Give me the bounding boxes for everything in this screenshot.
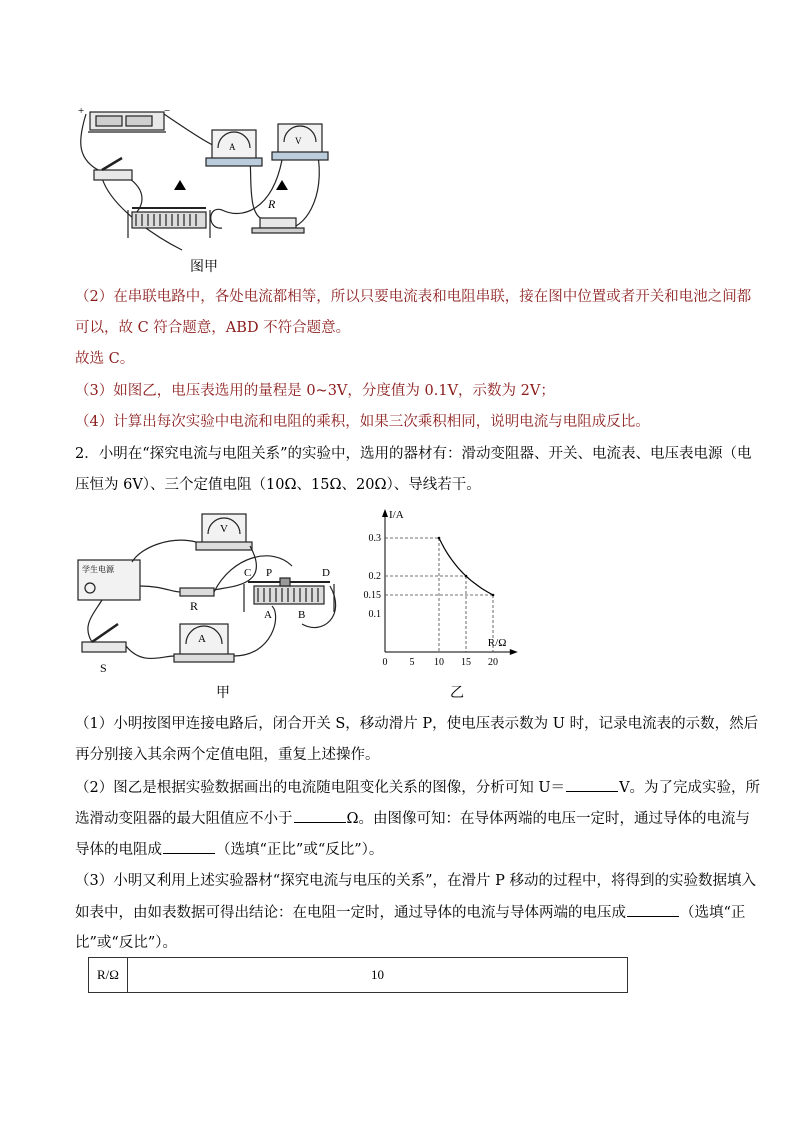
analysis-p4: （4）计算出每次实验中电流和电阻的乘积，如果三次乘积相同，说明电流与电阻成反比。 [75, 414, 650, 430]
voltage-answer-blank[interactable] [566, 777, 618, 792]
switch-s-label: S [100, 661, 107, 675]
q3-text-a: 如表中，由如表数据可得出结论：在电阻一定时，通过导体的电流与导体两端的电压成 [75, 905, 626, 921]
x-tick-label: 15 [461, 657, 471, 668]
analysis-p2-line2: 可以，故 C 符合题意，ABD 不符合题意。 [75, 320, 351, 336]
figure-caption-right: 乙 [450, 685, 464, 701]
question2-q3-line3: 比”或“反比”）。 [75, 935, 177, 951]
x-axis-arrow [510, 649, 518, 655]
data-point [492, 594, 495, 597]
q2-text-f: （选填“正比”或“反比”）。 [216, 842, 384, 858]
x-tick-label: 0 [382, 657, 388, 668]
question2-q2-line2 [75, 808, 750, 829]
terminal-c-label: C [244, 567, 252, 579]
q2-text-d: Ω。由图像可知：在导体两端的电压一定时，通过导体的电流与 [346, 811, 751, 827]
question2-intro-line1: 2．小明在“探究电流与电阻关系”的实验中，选用的器材有：滑动变阻器、开关、电流表、电压表电源（电 [75, 446, 752, 462]
relation-answer-blank-1[interactable] [163, 839, 215, 854]
table-row [89, 958, 628, 993]
ammeter-label: A [198, 633, 206, 645]
x-tick-label: 20 [488, 657, 498, 668]
data-point [438, 537, 441, 540]
data-table [88, 957, 628, 993]
y-tick-label: 0.2 [368, 571, 381, 582]
question2-q1-line1: （1）小明按图甲连接电路后，闭合开关 S，移动滑片 P，使电压表示数为 U 时，记录电流表的示数，然后 [75, 716, 759, 732]
terminal-b-label: B [298, 609, 306, 621]
power-supply-label: 学生电源 [82, 565, 114, 574]
rheostat-answer-blank[interactable] [294, 808, 346, 823]
question2-intro-line2: 压恒为 6V）、三个定值电阻（10Ω、15Ω、20Ω）、导线若干。 [75, 477, 481, 493]
question2-q2-line3 [75, 839, 383, 860]
slider-p-label: P [266, 567, 273, 579]
y-tick-label: 0.15 [363, 590, 381, 601]
y-axis-arrow [382, 509, 388, 517]
q3-text-b: （选填“正 [680, 905, 746, 921]
figure-caption-1: 图甲 [190, 259, 218, 275]
q2-text-b: V。为了完成实验，所 [619, 780, 761, 796]
y-axis-label: I/A [389, 509, 404, 521]
ammeter-face-label: A [229, 142, 236, 152]
question2-q3-line1: （3）小明又利用上述实验器材“探究电流与电压的关系”，在滑片 P 移动的过程中，将得到的实验数据填入 [75, 873, 757, 889]
circuit-diagram-2 [72, 506, 342, 676]
analysis-choice: 故选 C。 [75, 351, 135, 367]
circuit-diagram-1 [72, 100, 332, 280]
voltmeter-label: V [220, 523, 228, 535]
q2-text-e: 导体的电阻成 [75, 842, 162, 858]
battery-minus-sign: − [164, 105, 171, 117]
analysis-p3: （3）如图乙，电压表选用的量程是 0~3V，分度值为 0.1V，示数为 2V； [75, 383, 555, 399]
q2-text-c: 选滑动变阻器的最大阻值应不小于 [75, 811, 293, 827]
figure-caption-left: 甲 [216, 685, 230, 701]
voltmeter-face-label: V [295, 136, 302, 146]
data-point [465, 575, 468, 578]
x-tick-label: 10 [434, 657, 444, 668]
question2-q3-line2 [75, 902, 745, 923]
x-tick-label: 5 [409, 657, 415, 668]
resistor-r-label: R [190, 599, 199, 613]
table-header-cell: R/Ω [89, 958, 128, 993]
relation-answer-blank-2[interactable] [627, 902, 679, 917]
question2-q1-line2: 再分别接入其余两个定值电阻，重复上述操作。 [75, 747, 380, 763]
q2-text-a: （2）图乙是根据实验数据画出的电流随电阻变化关系的图像，分析可知 U＝ [75, 780, 566, 796]
x-axis-label: R/Ω [487, 637, 507, 649]
resistor-label: R [268, 197, 276, 211]
current-resistance-chart [358, 509, 530, 670]
question2-q2-line1 [75, 777, 760, 798]
y-tick-label: 0.3 [368, 533, 381, 544]
terminal-d-label: D [322, 567, 330, 579]
table-value-cell: 10 [128, 958, 628, 993]
y-tick-label: 0.1 [368, 609, 381, 620]
analysis-p2-line1: （2）在串联电路中，各处电流都相等，所以只要电流表和电阻串联，接在图中位置或者开关和电池之间都 [75, 289, 752, 305]
battery-plus-sign: + [78, 105, 85, 117]
terminal-a-label: A [264, 609, 272, 621]
